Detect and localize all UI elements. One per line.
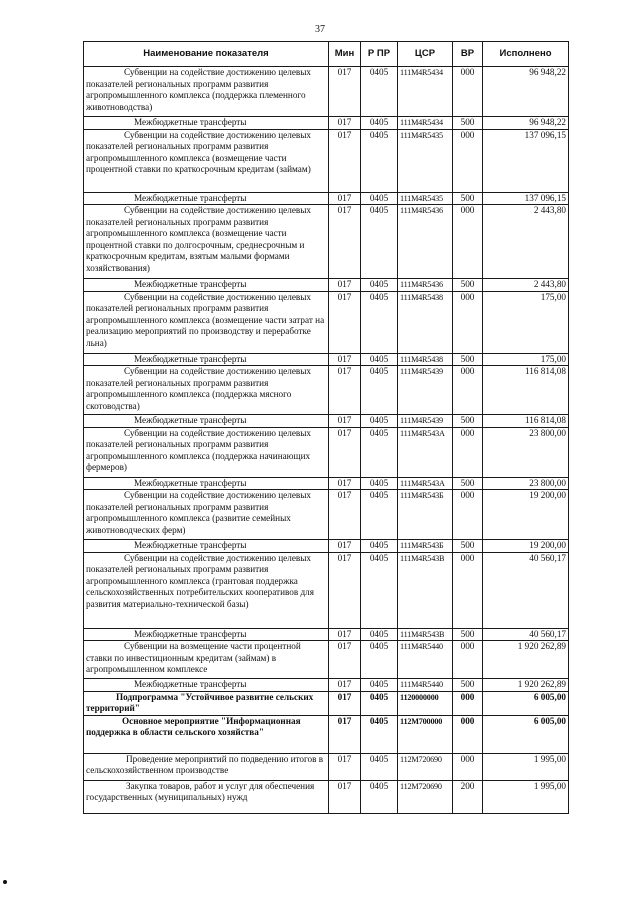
row-vr: 200 [453,780,483,813]
row-min: 017 [329,192,361,205]
row-name-cell [84,67,329,117]
row-rpr: 0405 [361,552,398,628]
row-rpr: 0405 [361,279,398,292]
row-csr: 111M4R5440 [398,679,453,692]
row-vr: 000 [453,490,483,540]
table-row [84,691,569,715]
header-amount: Исполнено [483,42,569,67]
row-amount: 1 995,00 [483,780,569,813]
row-csr: 111M4R5434 [398,117,453,130]
page-number: 37 [315,24,325,35]
row-name-cell [84,780,329,813]
row-csr: 111M4R543Б [398,540,453,553]
row-name: Субвенции на содействие достижению целевых показателей региональных программ развития агропромышленного комплекса (поддержка племенного животноводства) [86,67,312,112]
row-name-cell [84,427,329,477]
row-vr: 000 [453,641,483,679]
row-vr: 500 [453,679,483,692]
row-amount: 96 948,22 [483,117,569,130]
row-rpr: 0405 [361,780,398,813]
table-row [84,67,569,117]
row-name-cell [84,552,329,628]
row-csr: 111M4R5435 [398,129,453,192]
table-body [84,67,569,814]
row-name-cell [84,366,329,415]
row-csr: 111M4R543B [398,628,453,641]
row-vr: 000 [453,691,483,715]
table-row [84,205,569,279]
row-vr: 000 [453,366,483,415]
row-amount: 19 200,00 [483,540,569,553]
row-rpr: 0405 [361,192,398,205]
row-vr: 500 [453,117,483,130]
row-name: Межбюджетные трансферты [134,679,247,689]
row-min: 017 [329,552,361,628]
row-rpr: 0405 [361,691,398,715]
row-amount: 23 800,00 [483,427,569,477]
row-csr: 111M4R5434 [398,67,453,117]
row-vr: 500 [453,415,483,428]
row-rpr: 0405 [361,427,398,477]
row-amount: 6 005,00 [483,715,569,753]
table-row [84,366,569,415]
row-min: 017 [329,679,361,692]
table-row [84,129,569,192]
row-name: Межбюджетные трансферты [134,540,247,550]
row-min: 017 [329,780,361,813]
scan-mark [3,880,7,884]
row-csr: 111M4R5436 [398,279,453,292]
row-amount: 96 948,22 [483,67,569,117]
row-name: Межбюджетные трансферты [134,279,247,289]
row-name: Межбюджетные трансферты [134,415,247,425]
row-rpr: 0405 [361,291,398,353]
row-min: 017 [329,366,361,415]
budget-execution-table [83,41,569,814]
row-name-cell [84,490,329,540]
row-name: Основное мероприятие "Информационная поддержка в области сельского хозяйства" [86,715,301,737]
row-csr: 111M4R543B [398,552,453,628]
row-name: Межбюджетные трансферты [134,477,247,488]
row-amount: 2 443,80 [483,279,569,292]
row-csr: 111M4R5440 [398,641,453,679]
table-row [84,117,569,130]
table-row [84,427,569,477]
row-vr: 000 [453,129,483,192]
row-vr: 000 [453,753,483,780]
row-amount: 175,00 [483,291,569,353]
row-rpr: 0405 [361,415,398,428]
row-rpr: 0405 [361,715,398,753]
row-min: 017 [329,129,361,192]
row-vr: 000 [453,205,483,279]
row-vr: 500 [453,192,483,205]
row-csr: 111M4R5438 [398,291,453,353]
header-rpr: Р ПР [361,42,398,67]
row-vr: 500 [453,540,483,553]
row-rpr: 0405 [361,628,398,641]
row-name: Закупка товаров, работ и услуг для обеспечения государственных (муниципальных) нужд [86,780,315,802]
row-min: 017 [329,715,361,753]
row-vr: 500 [453,353,483,366]
row-name: Проведение мероприятий по подведению итогов в сельскохозяйственном производстве [86,753,324,775]
row-min: 017 [329,67,361,117]
row-name-cell [84,679,329,692]
row-min: 017 [329,415,361,428]
row-name: Субвенции на содействие достижению целевых показателей региональных программ развития агропромышленного комплекса (возмещение части процентной ставки по краткосрочным кредитам (займам) [86,129,312,174]
row-min: 017 [329,477,361,490]
row-name-cell [84,753,329,780]
table-row [84,415,569,428]
row-name: Субвенции на содействие достижению целевых показателей региональных программ развития агропромышленного комплекса (развитие семейных животноводческих ферм) [86,490,312,535]
row-amount: 40 560,17 [483,552,569,628]
row-min: 017 [329,540,361,553]
row-name-cell [84,205,329,279]
row-vr: 500 [453,628,483,641]
row-name-cell [84,291,329,353]
row-vr: 500 [453,477,483,490]
row-csr: 111M4R5439 [398,415,453,428]
row-amount: 19 200,00 [483,490,569,540]
row-name: Субвенции на содействие достижению целевых показателей региональных программ развития агропромышленного комплекса (поддержка мясного скотоводства) [86,366,312,411]
table-row [84,490,569,540]
row-amount: 2 443,80 [483,205,569,279]
table-row [84,353,569,366]
row-min: 017 [329,427,361,477]
row-name: Межбюджетные трансферты [134,353,247,364]
header-csr: ЦСР [398,42,453,67]
row-amount: 116 814,08 [483,366,569,415]
row-name-cell [84,540,329,553]
row-rpr: 0405 [361,205,398,279]
row-rpr: 0405 [361,540,398,553]
row-rpr: 0405 [361,477,398,490]
row-csr: 111M4R543Б [398,490,453,540]
table-row [84,540,569,553]
row-min: 017 [329,353,361,366]
row-rpr: 0405 [361,753,398,780]
row-amount: 6 005,00 [483,691,569,715]
row-amount: 23 800,00 [483,477,569,490]
row-name-cell [84,715,329,753]
table-row [84,279,569,292]
row-min: 017 [329,691,361,715]
row-rpr: 0405 [361,117,398,130]
row-rpr: 0405 [361,353,398,366]
row-csr: 1120000000 [398,691,453,715]
row-vr: 000 [453,715,483,753]
row-vr: 000 [453,552,483,628]
row-name: Межбюджетные трансферты [134,628,247,639]
table-row [84,291,569,353]
row-min: 017 [329,753,361,780]
table-row [84,753,569,780]
row-name-cell [84,117,329,130]
row-min: 017 [329,279,361,292]
row-amount: 175,00 [483,353,569,366]
table-row [84,628,569,641]
row-name: Субвенции на содействие достижению целевых показателей региональных программ развития агропромышленного комплекса (поддержка начинающих фермеров) [86,427,312,472]
row-min: 017 [329,490,361,540]
row-name-cell [84,415,329,428]
row-name-cell [84,477,329,490]
row-csr: 111M4R5439 [398,366,453,415]
table-row [84,477,569,490]
row-csr: 111M4R5438 [398,353,453,366]
header-row [84,42,569,67]
row-rpr: 0405 [361,490,398,540]
row-name-cell [84,691,329,715]
row-csr: 111M4R5436 [398,205,453,279]
row-name: Подпрограмма "Устойчивое развитие сельских территорий" [86,691,314,713]
row-amount: 137 096,15 [483,129,569,192]
table-row [84,679,569,692]
table-row [84,780,569,813]
table-row [84,552,569,628]
table-row [84,641,569,679]
row-amount: 1 920 262,89 [483,679,569,692]
row-name: Субвенции на содействие достижению целевых показателей региональных программ развития агропромышленного комплекса (грантовая поддержка сельскохозяйственных потребительских кооперативов для развития материально-технической базы) [86,552,314,609]
row-rpr: 0405 [361,366,398,415]
row-name-cell [84,129,329,192]
row-vr: 500 [453,279,483,292]
row-min: 017 [329,628,361,641]
row-rpr: 0405 [361,129,398,192]
row-vr: 000 [453,427,483,477]
row-name-cell [84,279,329,292]
row-rpr: 0405 [361,67,398,117]
row-vr: 000 [453,291,483,353]
row-amount: 40 560,17 [483,628,569,641]
header-vr: ВР [453,42,483,67]
row-name: Субвенции на возмещение части процентной ставки по инвестиционным кредитам (займам) в агропромышленном комплексе [86,641,301,674]
row-amount: 116 814,08 [483,415,569,428]
row-name: Межбюджетные трансферты [134,192,247,203]
row-csr: 112M700000 [398,715,453,753]
row-amount: 1 995,00 [483,753,569,780]
table-header [84,42,569,67]
row-name-cell [84,641,329,679]
row-name-cell [84,192,329,205]
row-csr: 112M720690 [398,780,453,813]
row-name: Субвенции на содействие достижению целевых показателей региональных программ развития агропромышленного комплекса (возмещение части затрат на реализацию мероприятий по производству и переработке льна) [86,291,325,348]
table-row [84,715,569,753]
header-min: Мин [329,42,361,67]
row-min: 017 [329,205,361,279]
row-name: Межбюджетные трансферты [134,117,247,127]
table-row [84,192,569,205]
row-csr: 111M4R543A [398,427,453,477]
row-amount: 1 920 262,89 [483,641,569,679]
row-rpr: 0405 [361,641,398,679]
row-amount: 137 096,15 [483,192,569,205]
row-name-cell [84,353,329,366]
row-csr: 111M4R5435 [398,192,453,205]
row-name: Субвенции на содействие достижению целевых показателей региональных программ развития агропромышленного комплекса (возмещение части процентной ставки по долгосрочным, среднесрочным и краткосрочным кредитам, взятым малыми формами хозяйствования) [86,205,312,273]
row-csr: 111M4R543A [398,477,453,490]
row-min: 017 [329,641,361,679]
header-name: Наименование показателя [84,42,329,67]
row-min: 017 [329,291,361,353]
row-rpr: 0405 [361,679,398,692]
row-name-cell [84,628,329,641]
row-vr: 000 [453,67,483,117]
row-csr: 112M720690 [398,753,453,780]
row-min: 017 [329,117,361,130]
